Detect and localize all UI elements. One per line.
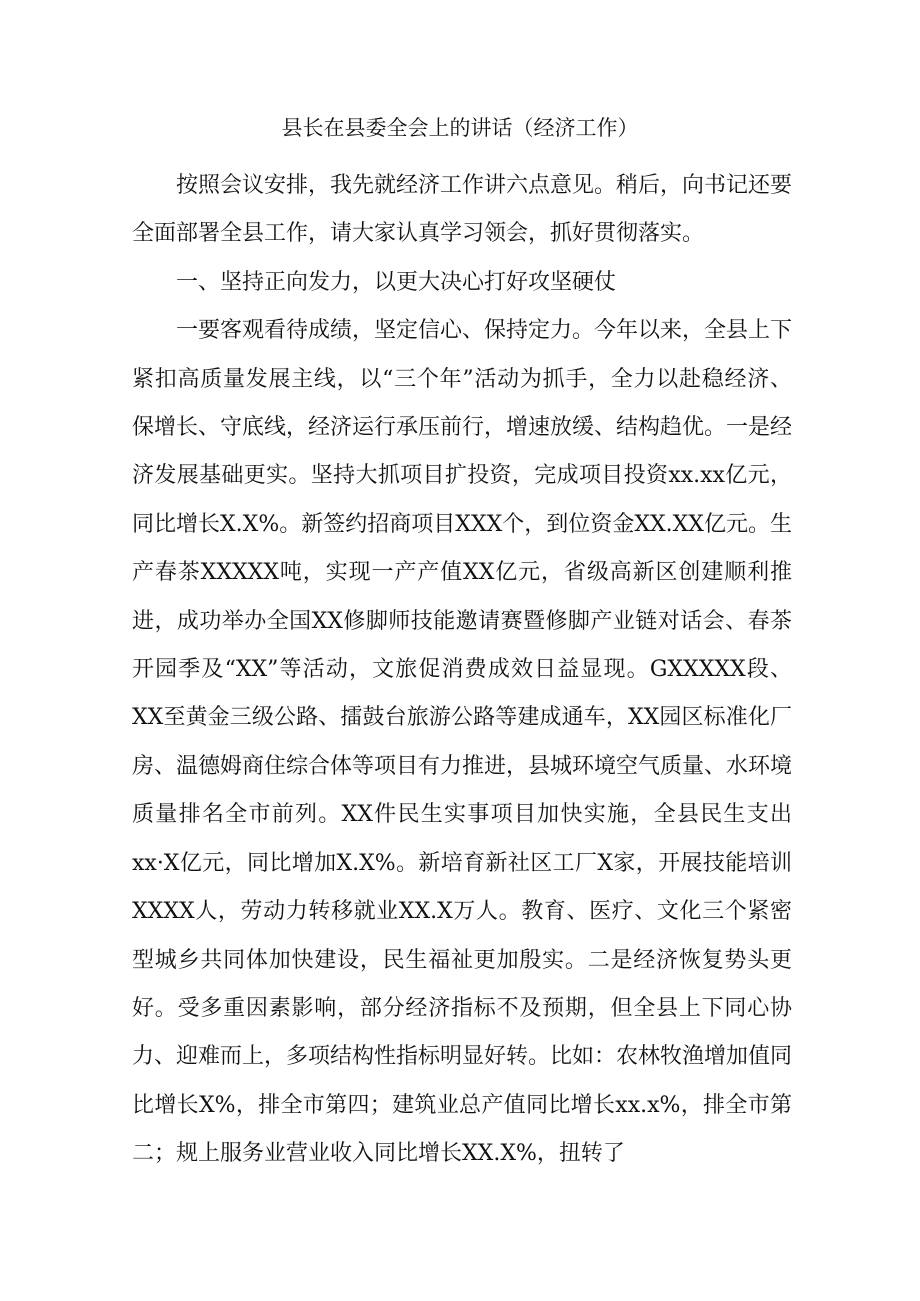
paragraph-achievements: 一要客观看待成绩，坚定信心、保持定力。今年以来，全县上下紧扣高质量发展主线，以“三个年”活动为抓手，全力以赴稳经济、保增长、守底线，经济运行承压前行，增速放缓、结构趋优。一是经济发展基础更实。坚持大抓项目扩投资，完成项目投资xx.xx亿元，同比增长X.X%。新签约招商项目XXX个，到位资金XX.XX亿元。生产春茶XXXXX吨，实现一产产值XX亿元，省级高新区创建顺利推进，成功举办全国XX修脚师技能邀请赛暨修脚产业链对话会、春茶开园季及“XX”等活动，文旅促消费成效日益显现。GXXXXX段、XX至黄金三级公路、擂鼓台旅游公路等建成通车，XX园区标准化厂房、温德姆商住综合体等项目有力推进，县城环境空气质量、水环境质量排名全市前列。XX件民生实事项目加快实施，全县民生支出xx·X亿元，同比增加X.X%。新培育新社区工厂X家，开展技能培训XXXX人，劳动力转移就业XX.X万人。教育、医疗、文化三个紧密型城乡共同体加快建设，民生福祉更加殷实。二是经济恢复势头更好。受多重因素影响，部分经济指标不及预期，但全县上下同心协力、迎难而上，多项结构性指标明显好转。比如：农林牧渔增加值同比增长X%，排全市第四；建筑业总产值同比增长xx.x%，排全市第二；规上服务业营业收入同比增长XX.X%，扭转了 xyxy=(132,318,793,1167)
section-heading-1: 一、坚持正向发力，以更大决心打好攻坚硬仗 xyxy=(176,269,617,295)
paragraph-intro: 按照会议安排，我先就经济工作讲六点意见。稍后，向书记还要全面部署全县工作，请大家认真学习领会，抓好贯彻落实。 xyxy=(132,173,793,247)
document-body xyxy=(132,162,792,1179)
document-title: 县长在县委全会上的讲话（经济工作） xyxy=(281,116,639,140)
